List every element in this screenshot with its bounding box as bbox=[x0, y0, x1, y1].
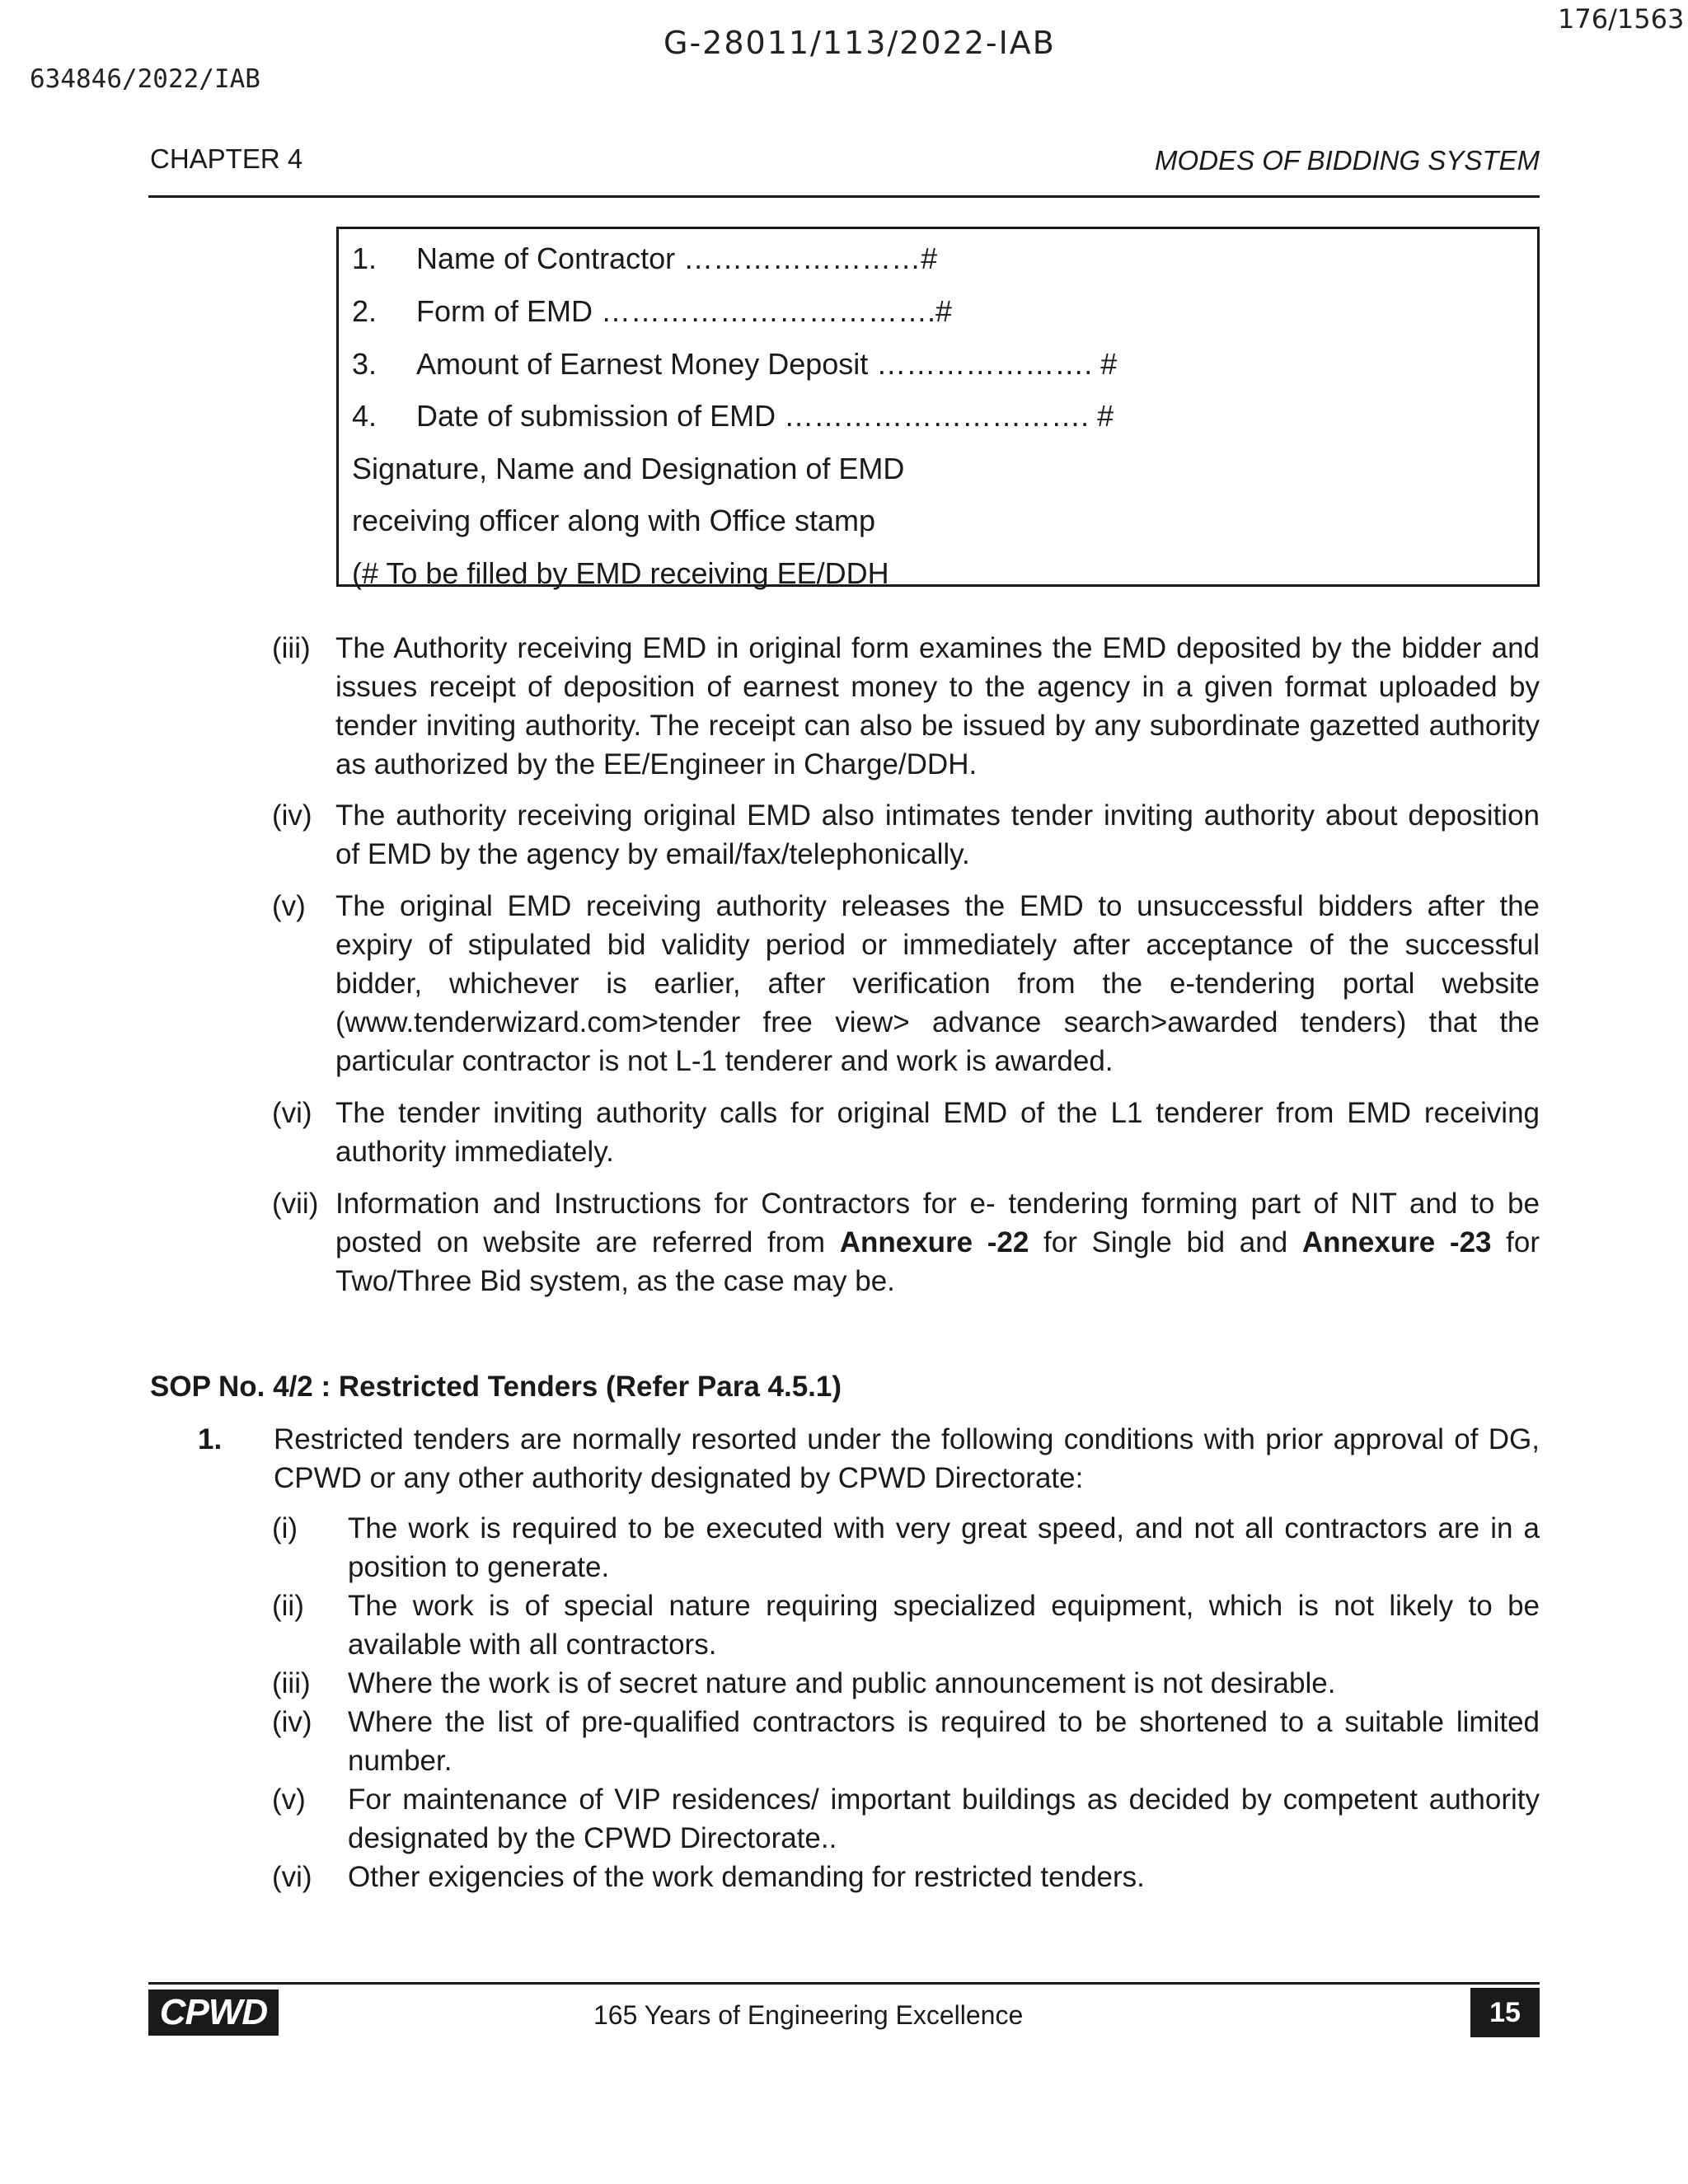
annexure-23-ref: Annexure -23 bbox=[1301, 1226, 1492, 1258]
form-item: 3. Amount of Earnest Money Deposit …………………. # bbox=[352, 347, 1118, 381]
condition-iv: (iv) Where the list of pre-qualified contractors is required to be shortened to a suitable limited number. bbox=[272, 1706, 1540, 1777]
chapter-label: CHAPTER 4 bbox=[150, 143, 303, 174]
point-iii: (iii) The Authority receiving EMD in original form examines the EMD deposited by the bidder and issues receipt of deposition of earnest money to the agency in a given format uploaded by tender inviting authority. The receipt can also be issued by any subordinate gazetted authority as authorized by the EE/Engineer in Charge/DDH. bbox=[272, 632, 1540, 780]
header-rule bbox=[148, 195, 1540, 198]
page-counter-stamp: 176/1563 bbox=[1558, 3, 1685, 35]
page-number: 15 bbox=[1470, 1988, 1540, 2037]
condition-v: (v) For maintenance of VIP residences/ important buildings as decided by competent authority designated by the CPWD Directorate.. bbox=[272, 1783, 1540, 1854]
point-iv: (iv) The authority receiving original EMD also intimates tender inviting authority about deposition of EMD by the agency by email/fax/telephonically. bbox=[272, 799, 1540, 870]
form-item: 4. Date of submission of EMD …………………………. # bbox=[352, 399, 1114, 433]
condition-iii: (iii) Where the work is of secret nature and public announcement is not desirable. bbox=[272, 1667, 1336, 1699]
section-title: MODES OF BIDDING SYSTEM bbox=[1155, 145, 1540, 176]
fill-note: (# To be filled by EMD receiving EE/DDH bbox=[352, 556, 889, 590]
point-vii: (vii) Information and Instructions for Contractors for e- tendering forming part of NIT and to be posted on website are referred from Annexure -22 for Single bid and Annexure -23 for Two/Three Bid system, as the case may be. bbox=[272, 1188, 1540, 1297]
cpwd-logo: CPWD bbox=[148, 1990, 279, 2036]
diary-number: 634846/2022/IAB bbox=[30, 64, 260, 94]
footer-rule bbox=[148, 1982, 1540, 1985]
emd-form-box bbox=[336, 227, 1540, 590]
signature-line: receiving officer along with Office stamp bbox=[352, 504, 875, 537]
condition-ii: (ii) The work is of special nature requiring specialized equipment, which is not likely to be available with all contractors. bbox=[272, 1590, 1540, 1661]
form-item: 2. Form of EMD …………………………….# bbox=[352, 294, 953, 328]
condition-vi: (vi) Other exigencies of the work demanding for restricted tenders. bbox=[272, 1861, 1145, 1893]
file-reference: G-28011/113/2022-IAB bbox=[663, 25, 1056, 61]
form-item: 1. Name of Contractor ……………………# bbox=[352, 241, 938, 275]
point-vi: (vi) The tender inviting authority calls for original EMD of the L1 tenderer from EMD receiving authority immediately. bbox=[272, 1097, 1540, 1168]
annexure-22-ref: Annexure -22 bbox=[839, 1226, 1029, 1258]
sop-heading: SOP No. 4/2 : Restricted Tenders (Refer Para 4.5.1) bbox=[150, 1371, 842, 1403]
condition-i: (i) The work is required to be executed with very great speed, and not all contractors are in a position to generate. bbox=[272, 1512, 1540, 1583]
sop-item-1: 1. Restricted tenders are normally resorted under the following conditions with prior approval of DG, CPWD or any other authority designated by CPWD Directorate: bbox=[198, 1423, 1540, 1494]
footer-tagline: 165 Years of Engineering Excellence bbox=[593, 2000, 1024, 2030]
point-v: (v) The original EMD receiving authority releases the EMD to unsuccessful bidders after the expiry of stipulated bid validity period or immediately after acceptance of the successful bidder, whichever is earlier, after verification from the e-tendering portal website (www.tenderwizard.com>tender free view> advance search>awarded tenders) that the particular contractor is not L-1 tenderer and work is awarded. bbox=[272, 890, 1540, 1077]
signature-line: Signature, Name and Designation of EMD bbox=[352, 452, 905, 485]
